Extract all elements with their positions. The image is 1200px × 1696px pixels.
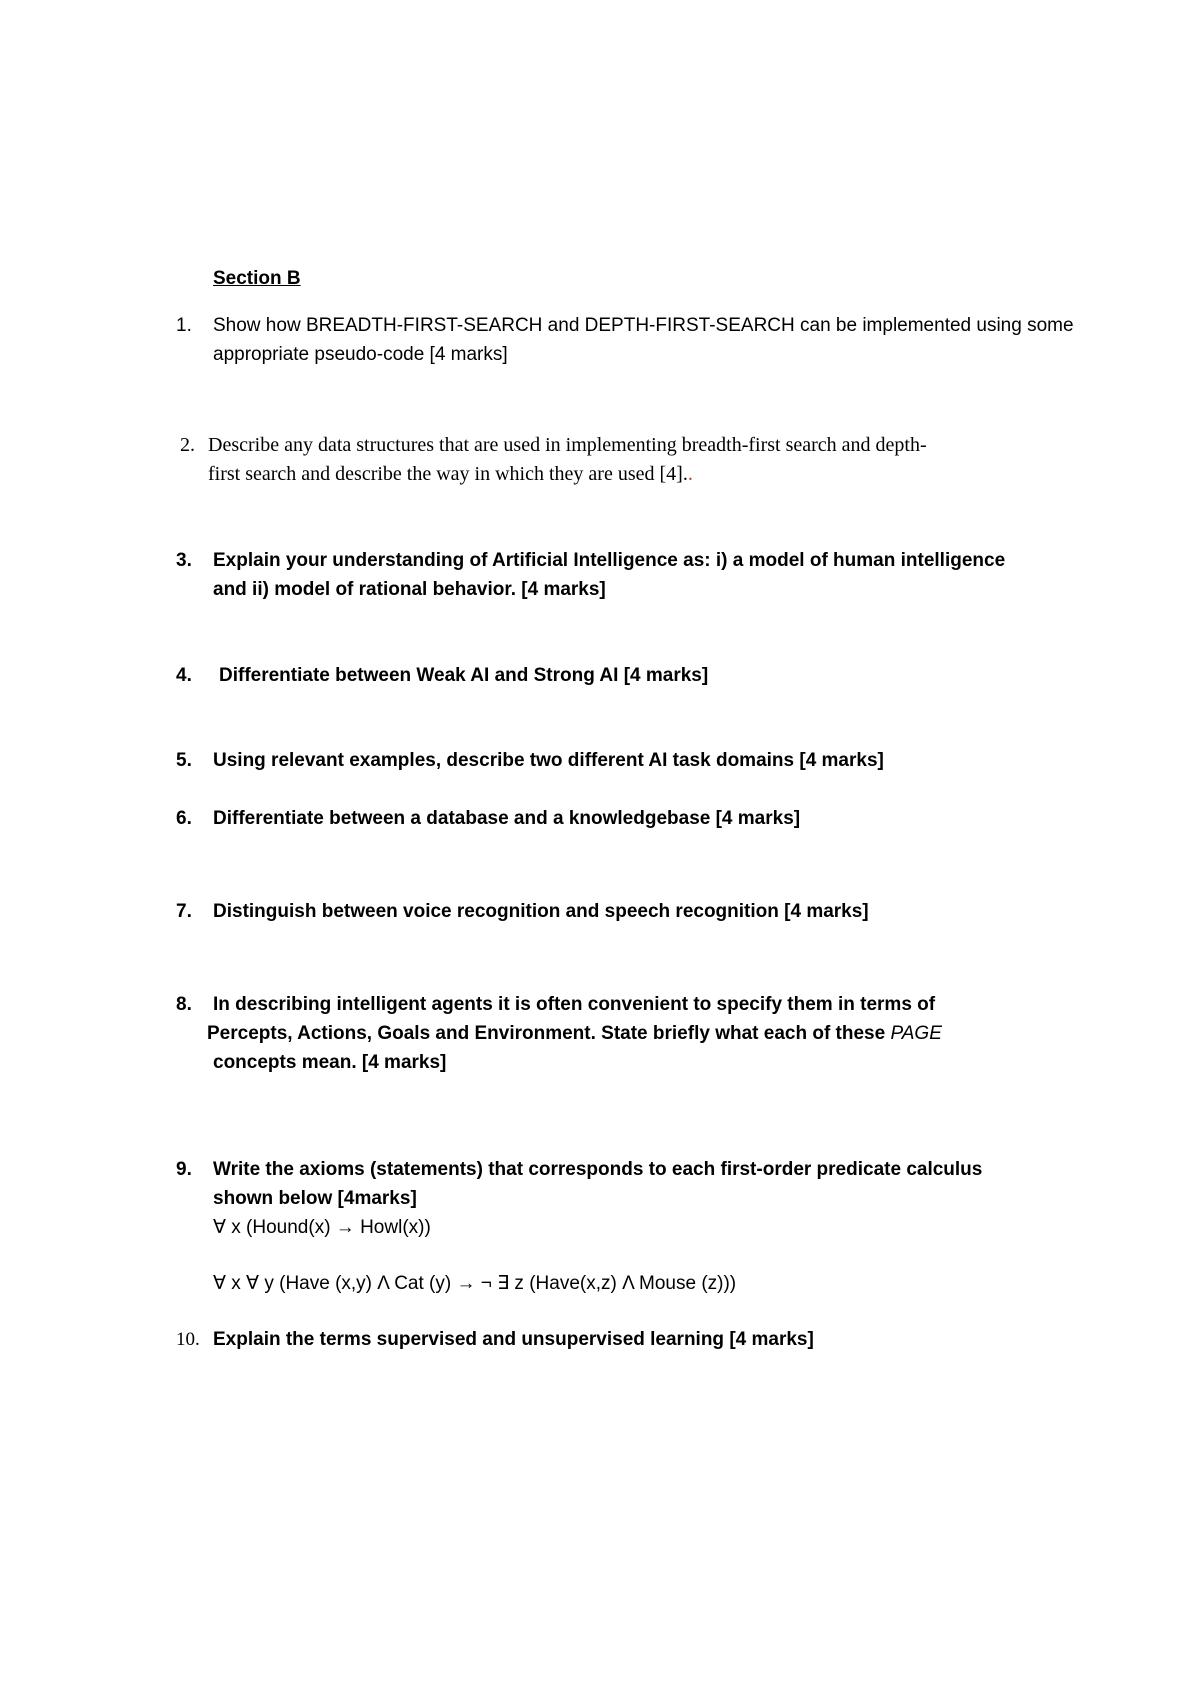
question-number: 8. [176,994,192,1015]
question-text: Using relevant examples, describe two different AI task domains [4 marks] [213,750,884,771]
question-number: 3. [176,550,192,571]
question-number: 1. [176,315,192,336]
question-number: 6. [176,808,192,829]
question-text: Differentiate between Weak AI and Strong AI [4 marks] [219,665,709,686]
question-text: Explain your understanding of Artificial Intelligence as: i) a model of human intelligence and ii) model of rational behavior. [4 marks] [213,550,1006,600]
question-number: 2. [180,434,195,456]
question-number: 7. [176,901,192,922]
question-number: 5. [176,750,192,771]
question-text: In describing intelligent agents it is often convenient to specify them in terms of Percepts, Actions, Goals and Environment. State briefly what each of these PAGE concepts mean. [4 marks] [207,994,942,1073]
question-text: Describe any data structures that are used in implementing breadth-first search and depth- first search and describe the way in which they are used [4].. [208,434,927,485]
question-text: Show how BREADTH-FIRST-SEARCH and DEPTH-FIRST-SEARCH can be implemented using some appropriate pseudo-code [4 marks] [213,315,1074,365]
question-text: Explain the terms supervised and unsupervised learning [4 marks] [213,1329,814,1350]
question-number: 9. [176,1159,192,1180]
section-heading: Section B [213,268,301,289]
question-number: 10. [176,1329,200,1350]
question-text: Write the axioms (statements) that corresponds to each first-order predicate calculus shown below [4marks] ∀ x (Hound(x) → Howl(x)) ∀ x ∀ y (Have (x,y) Λ Cat (y) → ¬ ∃ z (Have(x,z) Λ Mouse (z))) [213,1155,1073,1298]
question-text: Differentiate between a database and a knowledgebase [4 marks] [213,808,801,829]
formula-2: ∀ x ∀ y (Have (x,y) Λ Cat (y) → ¬ ∃ z (Have(x,z) Λ Mouse (z))) [213,1273,737,1294]
question-number: 4. [176,665,192,686]
question-text: Distinguish between voice recognition and speech recognition [4 marks] [213,901,869,922]
formula-1: ∀ x (Hound(x) → Howl(x)) [213,1217,431,1238]
